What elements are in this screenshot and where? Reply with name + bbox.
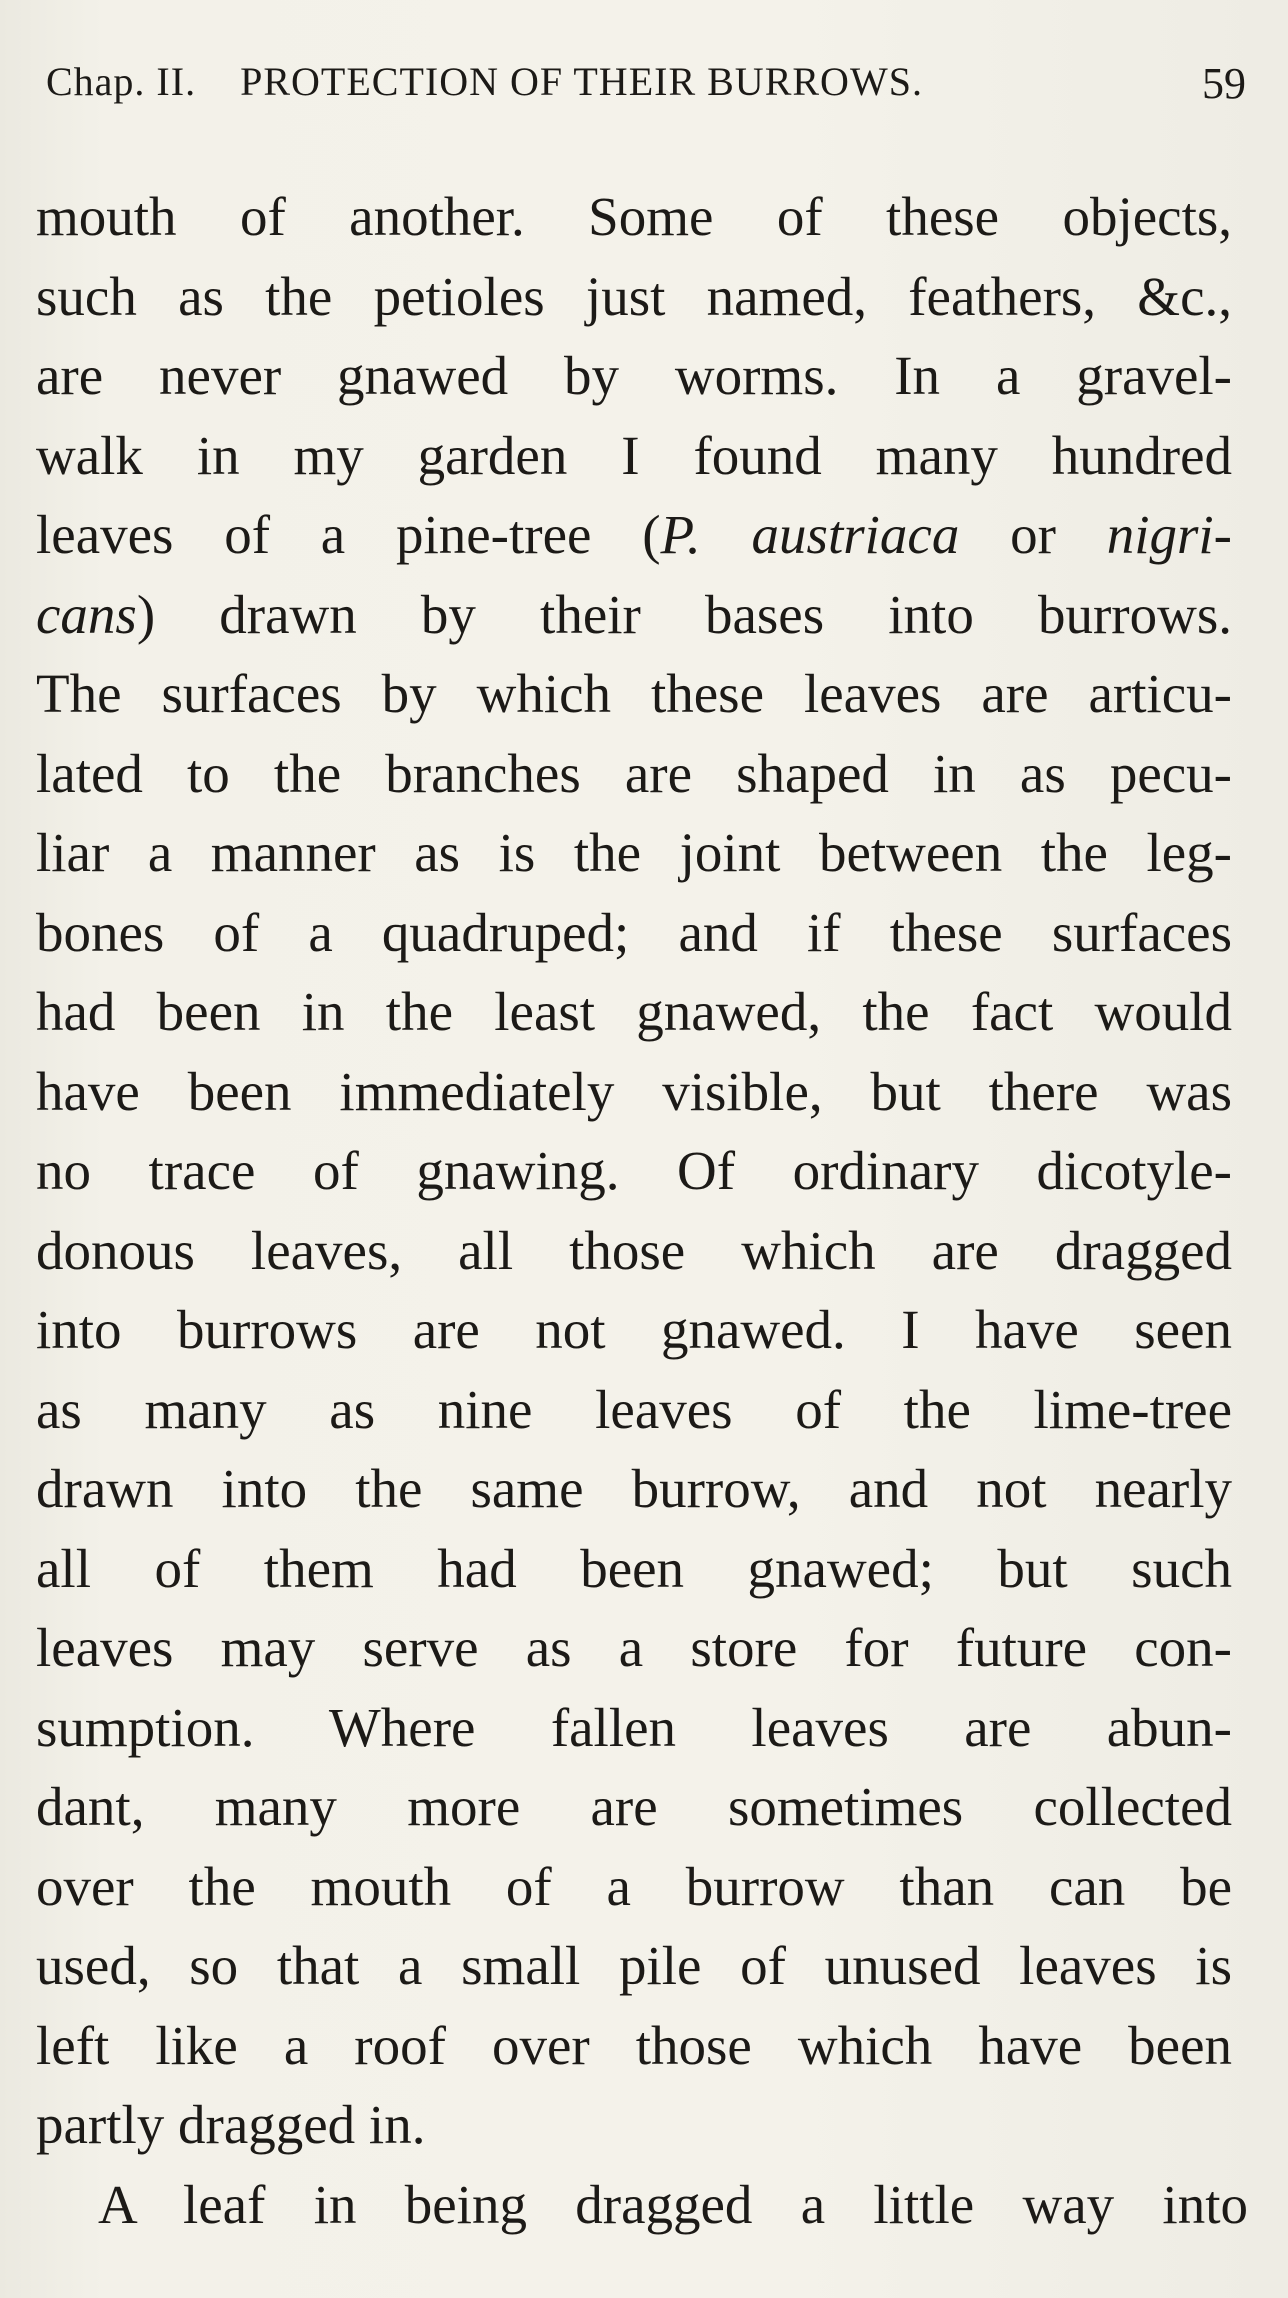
- text-line: liar a manner as is the joint between the leg-: [36, 822, 1232, 883]
- text-line: over the mouth of a burrow than can be: [36, 1856, 1232, 1917]
- text-line: A leaf in being dragged a little way into: [98, 2174, 1248, 2235]
- text-line: are never gnawed by worms. In a gravel-: [36, 345, 1232, 406]
- text-span: or: [959, 504, 1107, 565]
- text-line: as many as nine leaves of the lime-tree: [36, 1379, 1232, 1440]
- text-line: left like a roof over those which have been: [36, 2015, 1232, 2076]
- text-line: mouth of another. Some of these objects,: [36, 186, 1232, 247]
- text-line: partly dragged in.: [36, 2094, 426, 2155]
- body-text: [36, 178, 1248, 2268]
- chapter-label: Chap. II.: [46, 59, 197, 104]
- text-line: leaves may serve as a store for future con-: [36, 1617, 1232, 1678]
- text-line: lated to the branches are shaped in as pecu-: [36, 743, 1232, 804]
- text-span: ) drawn by their bases into burrows.: [136, 584, 1232, 645]
- italic-species-name: cans: [36, 584, 137, 645]
- text-line: walk in my garden I found many hundred: [36, 425, 1232, 486]
- text-line: into burrows are not gnawed. I have seen: [36, 1299, 1232, 1360]
- text-line: had been in the least gnawed, the fact would: [36, 981, 1232, 1042]
- text-line: donous leaves, all those which are dragged: [36, 1220, 1232, 1281]
- text-span: leaves of a pine-tree (: [36, 504, 661, 565]
- page-header: [46, 58, 1246, 118]
- text-line: [36, 576, 1232, 654]
- italic-species-name: nigri-: [1106, 504, 1232, 565]
- text-line: used, so that a small pile of unused leaves is: [36, 1935, 1232, 1996]
- text-line: such as the petioles just named, feathers, &c.,: [36, 266, 1232, 327]
- text-line: sumption. Where fallen leaves are abun-: [36, 1697, 1232, 1758]
- text-line: bones of a quadruped; and if these surfaces: [36, 902, 1232, 963]
- running-title: PROTECTION OF THEIR BURROWS.: [240, 59, 923, 104]
- italic-species-name: P. austriaca: [660, 504, 960, 565]
- text-line: drawn into the same burrow, and not nearly: [36, 1458, 1232, 1519]
- running-head: [46, 58, 923, 105]
- text-line: no trace of gnawing. Of ordinary dicotyle-: [36, 1140, 1232, 1201]
- text-line: [36, 496, 1232, 574]
- text-line: The surfaces by which these leaves are articu-: [36, 663, 1232, 724]
- text-line: all of them had been gnawed; but such: [36, 1538, 1232, 1599]
- page-number: 59: [1202, 59, 1246, 108]
- text-line: have been immediately visible, but there was: [36, 1061, 1232, 1122]
- text-line: dant, many more are sometimes collected: [36, 1776, 1232, 1837]
